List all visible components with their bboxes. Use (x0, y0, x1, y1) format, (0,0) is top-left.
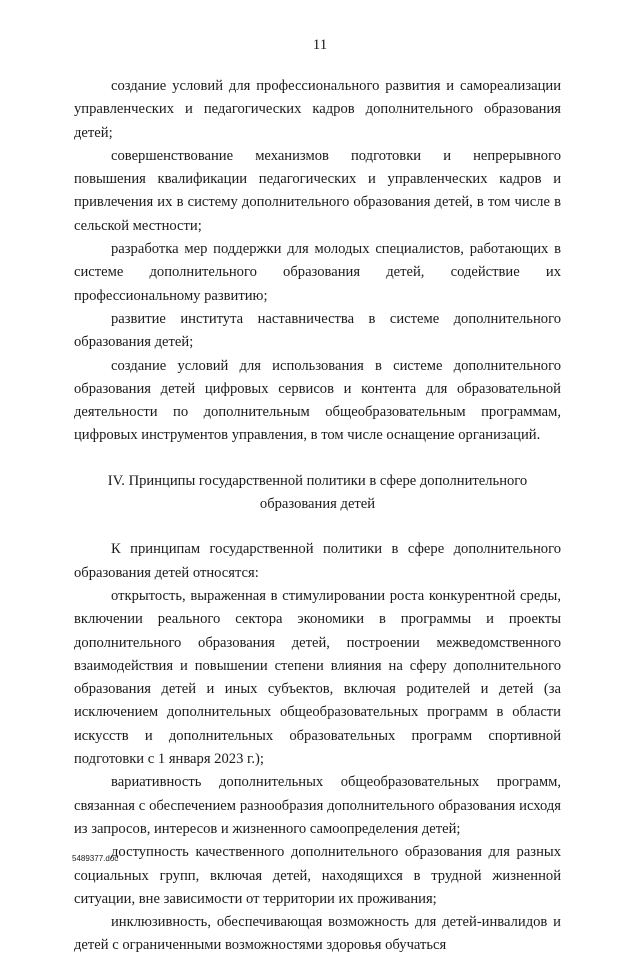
document-body (74, 75, 561, 958)
paragraph: вариативность дополнительных общеобразовательных программ, связанная с обеспечением разнообразия дополнительного образования исходя из запросов, интересов и жизненного самоопределения детей; (74, 774, 561, 837)
paragraph: инклюзивность, обеспечивающая возможность для детей-инвалидов и детей с ограниченными возможностями здоровья обучаться (74, 914, 561, 954)
paragraph: совершенствование механизмов подготовки и непрерывного повышения квалификации педагогических и управленческих кадров и привлечения их в систему дополнительного образования детей, в том числе в сельской местности; (74, 147, 561, 234)
section-heading: IV. Принципы государственной политики в сфере дополнительного образования детей (107, 472, 528, 513)
paragraph: создание условий для использования в системе дополнительного образования детей цифровых сервисов и контента для образовательной деятельности по дополнительным общеобразовательным программам, цифровых инструментов управления, в том числе оснащение организаций. (74, 357, 561, 444)
page-number: 11 (312, 37, 328, 53)
paragraph: разработка мер поддержки для молодых специалистов, работающих в системе дополнительного образования детей, содействие их профессиональному развитию; (74, 241, 561, 304)
paragraph: К принципам государственной политики в сфере дополнительного образования детей относятся: (74, 541, 561, 581)
paragraph: создание условий для профессионального развития и самореализации управленческих и педагогических кадров дополнительного образования детей; (74, 78, 561, 141)
paragraph: развитие института наставничества в системе дополнительного образования детей; (74, 310, 561, 351)
paragraph: открытость, выраженная в стимулировании роста конкурентной среды, включении реального сектора экономики в программы и проекты дополнительного образования детей, построении межведомственного взаимодействия и повышении степени влияния на сферу дополнительного образования детей и иных субъектов, включая родителей и детей (за исключением дополнительных общеобразовательных программ в области искусств и дополнительных образовательных программ спортивной подготовки с 1 января 2023 г.); (74, 587, 561, 768)
paragraph: доступность качественного дополнительного образования для разных социальных групп, включая детей, находящихся в трудной жизненной ситуации, вне зависимости от территории их проживания; (74, 844, 561, 907)
footer-filename: 5489377.doc (72, 854, 119, 863)
